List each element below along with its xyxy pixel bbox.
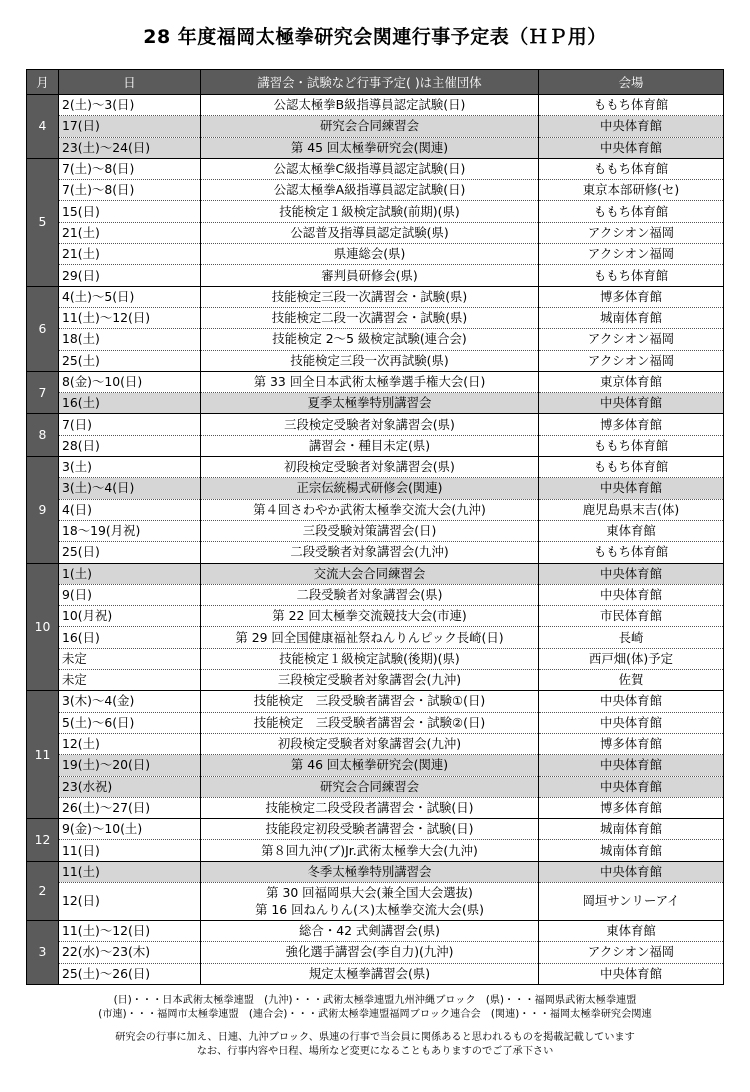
venue-cell: 中央体育館 — [539, 776, 724, 797]
date-cell: 26(土)～27(日) — [59, 797, 201, 818]
event-cell: 第 33 回全日本武術太極拳選手権大会(日) — [201, 371, 539, 392]
date-cell: 25(土)～26(日) — [59, 963, 201, 984]
date-cell: 21(土) — [59, 244, 201, 265]
event-cell: 技能段定初段受験者講習会・試験(日) — [201, 819, 539, 840]
date-cell: 25(日) — [59, 542, 201, 563]
event-cell: 講習会・種目未定(県) — [201, 435, 539, 456]
event-cell: 二段受験者対象講習会(九沖) — [201, 542, 539, 563]
table-row — [27, 627, 724, 648]
event-cell: 規定太極拳講習会(県) — [201, 963, 539, 984]
venue-cell: 東体育館 — [539, 520, 724, 541]
venue-cell: 博多体育館 — [539, 286, 724, 307]
venue-cell: 西戸畑(体)予定 — [539, 648, 724, 669]
event-cell: 技能検定二段一次講習会・試験(県) — [201, 307, 539, 328]
venue-cell: 中央体育館 — [539, 963, 724, 984]
event-cell: 公認普及指導員認定試験(県) — [201, 222, 539, 243]
table-row — [27, 371, 724, 392]
event-cell: 技能検定１級検定試験(後期)(県) — [201, 648, 539, 669]
table-row — [27, 542, 724, 563]
table-row — [27, 201, 724, 222]
venue-cell: 中央体育館 — [539, 563, 724, 584]
table-body — [27, 95, 724, 985]
month-cell: 11 — [27, 691, 59, 819]
date-cell: 10(月祝) — [59, 606, 201, 627]
event-cell: 三段受験対策講習会(日) — [201, 520, 539, 541]
date-cell: 11(土)～12(日) — [59, 307, 201, 328]
footer-remark — [0, 1031, 750, 1058]
date-cell: 7(日) — [59, 414, 201, 435]
date-cell: 18(土) — [59, 329, 201, 350]
table-row — [27, 861, 724, 882]
month-cell: 8 — [27, 414, 59, 457]
event-cell: 技能検定１級検定試験(前期)(県) — [201, 201, 539, 222]
venue-cell: 中央体育館 — [539, 393, 724, 414]
table-row — [27, 414, 724, 435]
venue-cell: 市民体育館 — [539, 606, 724, 627]
event-cell — [201, 882, 539, 920]
table-row — [27, 942, 724, 963]
venue-cell: アクシオン福岡 — [539, 244, 724, 265]
table-row — [27, 648, 724, 669]
event-cell: 審判員研修会(県) — [201, 265, 539, 286]
table-row — [27, 584, 724, 605]
event-cell: 公認太極拳C級指導員認定試験(日) — [201, 158, 539, 179]
event-cell: 研究会合同練習会 — [201, 776, 539, 797]
date-cell: 11(土)～12(日) — [59, 920, 201, 941]
table-row — [27, 244, 724, 265]
table-row — [27, 606, 724, 627]
venue-cell: 中央体育館 — [539, 691, 724, 712]
event-line: 第 16 回ねんりん(ス)太極拳交流大会(県) — [255, 902, 484, 918]
table-row — [27, 819, 724, 840]
table-row — [27, 712, 724, 733]
event-cell: 総合・42 式剣講習会(県) — [201, 920, 539, 941]
date-cell: 22(水)～23(木) — [59, 942, 201, 963]
date-cell: 17(日) — [59, 116, 201, 137]
date-cell: 19(土)～20(日) — [59, 755, 201, 776]
table-row — [27, 180, 724, 201]
organizer-legend — [0, 994, 750, 1021]
event-cell: 初段検定受験者対象講習会(県) — [201, 457, 539, 478]
table-row — [27, 840, 724, 861]
remark-line: なお、行事内容や日程、場所など変更になることもありますのでご了承下さい — [196, 1045, 554, 1057]
venue-cell: アクシオン福岡 — [539, 350, 724, 371]
date-cell: 9(日) — [59, 584, 201, 605]
table-row — [27, 329, 724, 350]
event-cell: 研究会合同練習会 — [201, 116, 539, 137]
event-cell: 公認太極拳B級指導員認定試験(日) — [201, 95, 539, 116]
table-row — [27, 691, 724, 712]
venue-cell: 中央体育館 — [539, 137, 724, 158]
date-cell: 16(日) — [59, 627, 201, 648]
date-cell: 4(日) — [59, 499, 201, 520]
table-row — [27, 393, 724, 414]
table-row — [27, 95, 724, 116]
venue-cell: 中央体育館 — [539, 116, 724, 137]
month-cell: 5 — [27, 158, 59, 286]
date-cell: 5(土)～6(日) — [59, 712, 201, 733]
header-event: 講習会・試験など行事予定( )は主催団体 — [201, 70, 539, 95]
venue-cell: 岡垣サンリーアイ — [539, 882, 724, 920]
venue-cell: 中央体育館 — [539, 584, 724, 605]
venue-cell: ももち体育館 — [539, 95, 724, 116]
date-cell: 18～19(月祝) — [59, 520, 201, 541]
event-cell: 技能検定 三段受験者講習会・試験②(日) — [201, 712, 539, 733]
event-cell: 交流大会合同練習会 — [201, 563, 539, 584]
legend-line: (市連)・・・福岡市太極拳連盟 (連合会)・・・武術太極拳連盟福岡ブロック連合会 (関連)・・・福岡太極拳研究会関連 — [98, 1008, 652, 1020]
event-cell: 技能検定二段受段者講習会・試験(日) — [201, 797, 539, 818]
event-cell: 冬季太極拳特別講習会 — [201, 861, 539, 882]
month-cell: 7 — [27, 371, 59, 414]
table-header-row — [27, 70, 724, 95]
table-row — [27, 499, 724, 520]
date-cell: 15(日) — [59, 201, 201, 222]
header-month: 月 — [27, 70, 59, 95]
date-cell: 未定 — [59, 670, 201, 691]
venue-cell: 城南体育館 — [539, 840, 724, 861]
remark-line: 研究会の行事に加え、日連、九沖ブロック、県連の行事で当会員に関係あると思われるものを掲載記載しています — [115, 1032, 635, 1043]
date-cell: 11(日) — [59, 840, 201, 861]
legend-line: (日)・・・日本武術太極拳連盟 (九沖)・・・武術太極拳連盟九州沖縄ブロック (県)・・・福岡県武術太極拳連盟 — [113, 995, 637, 1006]
venue-cell: 博多体育館 — [539, 797, 724, 818]
venue-cell: ももち体育館 — [539, 265, 724, 286]
table-row — [27, 882, 724, 920]
event-cell: 三段検定受験者対象講習会(九沖) — [201, 670, 539, 691]
table-row — [27, 776, 724, 797]
venue-cell: 城南体育館 — [539, 819, 724, 840]
venue-cell: 博多体育館 — [539, 414, 724, 435]
date-cell: 7(土)～8(日) — [59, 158, 201, 179]
month-cell: 2 — [27, 861, 59, 920]
venue-cell: 中央体育館 — [539, 478, 724, 499]
venue-cell: アクシオン福岡 — [539, 942, 724, 963]
date-cell: 28(日) — [59, 435, 201, 456]
date-cell: 9(金)～10(土) — [59, 819, 201, 840]
table-row — [27, 963, 724, 984]
date-cell: 23(水祝) — [59, 776, 201, 797]
table-row — [27, 478, 724, 499]
date-cell: 23(土)～24(日) — [59, 137, 201, 158]
venue-cell: 鹿児島県末吉(体) — [539, 499, 724, 520]
venue-cell: 東体育館 — [539, 920, 724, 941]
venue-cell: アクシオン福岡 — [539, 329, 724, 350]
event-cell: 第４回さわやか武術太極拳交流大会(九沖) — [201, 499, 539, 520]
table-row — [27, 520, 724, 541]
event-cell: 第 45 回太極拳研究会(関連) — [201, 137, 539, 158]
table-row — [27, 733, 724, 754]
event-cell: 強化選手講習会(李自力)(九沖) — [201, 942, 539, 963]
event-cell: 正宗伝統楊式研修会(関連) — [201, 478, 539, 499]
table-row — [27, 670, 724, 691]
header-date: 日 — [59, 70, 201, 95]
event-line: 第 30 回福岡県大会(兼全国大会選抜) — [266, 885, 473, 901]
date-cell: 未定 — [59, 648, 201, 669]
venue-cell: アクシオン福岡 — [539, 222, 724, 243]
venue-cell: 中央体育館 — [539, 712, 724, 733]
date-cell: 2(土)～3(日) — [59, 95, 201, 116]
event-cell: 二段受験者対象講習会(県) — [201, 584, 539, 605]
date-cell: 4(土)～5(日) — [59, 286, 201, 307]
venue-cell: 中央体育館 — [539, 755, 724, 776]
venue-cell: ももち体育館 — [539, 201, 724, 222]
table-row — [27, 286, 724, 307]
table-row — [27, 457, 724, 478]
date-cell: 8(金)～10(日) — [59, 371, 201, 392]
venue-cell: ももち体育館 — [539, 435, 724, 456]
date-cell: 3(土)～4(日) — [59, 478, 201, 499]
event-cell: 夏季太極拳特別講習会 — [201, 393, 539, 414]
venue-cell: 東京体育館 — [539, 371, 724, 392]
venue-cell: 博多体育館 — [539, 733, 724, 754]
date-cell: 25(土) — [59, 350, 201, 371]
schedule-table — [26, 69, 724, 985]
event-cell: 県連総会(県) — [201, 244, 539, 265]
month-cell: 3 — [27, 920, 59, 984]
month-cell: 12 — [27, 819, 59, 862]
date-cell: 1(土) — [59, 563, 201, 584]
venue-cell: 城南体育館 — [539, 307, 724, 328]
month-cell: 10 — [27, 563, 59, 691]
date-cell: 12(土) — [59, 733, 201, 754]
table-row — [27, 137, 724, 158]
event-cell: 第 46 回太極拳研究会(関連) — [201, 755, 539, 776]
table-row — [27, 222, 724, 243]
venue-cell: ももち体育館 — [539, 457, 724, 478]
table-row — [27, 435, 724, 456]
event-cell: 技能検定三段一次再試験(県) — [201, 350, 539, 371]
event-cell: 第 22 回太極拳交流競技大会(市連) — [201, 606, 539, 627]
month-cell: 4 — [27, 95, 59, 159]
table-row — [27, 920, 724, 941]
table-row — [27, 116, 724, 137]
event-cell: 三段検定受験者対象講習会(県) — [201, 414, 539, 435]
month-cell: 9 — [27, 457, 59, 563]
event-cell: 第８回九沖(ブ)Jr.武術太極拳大会(九沖) — [201, 840, 539, 861]
page-title: 28 年度福岡太極拳研究会関連行事予定表（ＨＰ用） — [143, 26, 607, 48]
table-row — [27, 755, 724, 776]
table-row — [27, 563, 724, 584]
event-cell: 初段検定受験者対象講習会(九沖) — [201, 733, 539, 754]
table-row — [27, 158, 724, 179]
venue-cell: 東京本部研修(セ) — [539, 180, 724, 201]
table-row — [27, 265, 724, 286]
event-cell: 技能検定三段一次講習会・試験(県) — [201, 286, 539, 307]
event-cell: 技能検定 三段受験者講習会・試験①(日) — [201, 691, 539, 712]
date-cell: 12(日) — [59, 882, 201, 920]
month-cell: 6 — [27, 286, 59, 371]
date-cell: 7(土)～8(日) — [59, 180, 201, 201]
date-cell: 21(土) — [59, 222, 201, 243]
date-cell: 11(土) — [59, 861, 201, 882]
venue-cell: ももち体育館 — [539, 542, 724, 563]
table-row — [27, 350, 724, 371]
date-cell: 16(土) — [59, 393, 201, 414]
date-cell: 3(木)～4(金) — [59, 691, 201, 712]
venue-cell: 中央体育館 — [539, 861, 724, 882]
date-cell: 3(土) — [59, 457, 201, 478]
table-row — [27, 307, 724, 328]
table-row — [27, 797, 724, 818]
date-cell: 29(日) — [59, 265, 201, 286]
venue-cell: 佐賀 — [539, 670, 724, 691]
header-venue: 会場 — [539, 70, 724, 95]
venue-cell: 長崎 — [539, 627, 724, 648]
event-cell: 技能検定 2～5 級検定試験(連合会) — [201, 329, 539, 350]
event-cell: 公認太極拳A級指導員認定試験(日) — [201, 180, 539, 201]
venue-cell: ももち体育館 — [539, 158, 724, 179]
event-cell: 第 29 回全国健康福祉祭ねんりんピック長崎(日) — [201, 627, 539, 648]
